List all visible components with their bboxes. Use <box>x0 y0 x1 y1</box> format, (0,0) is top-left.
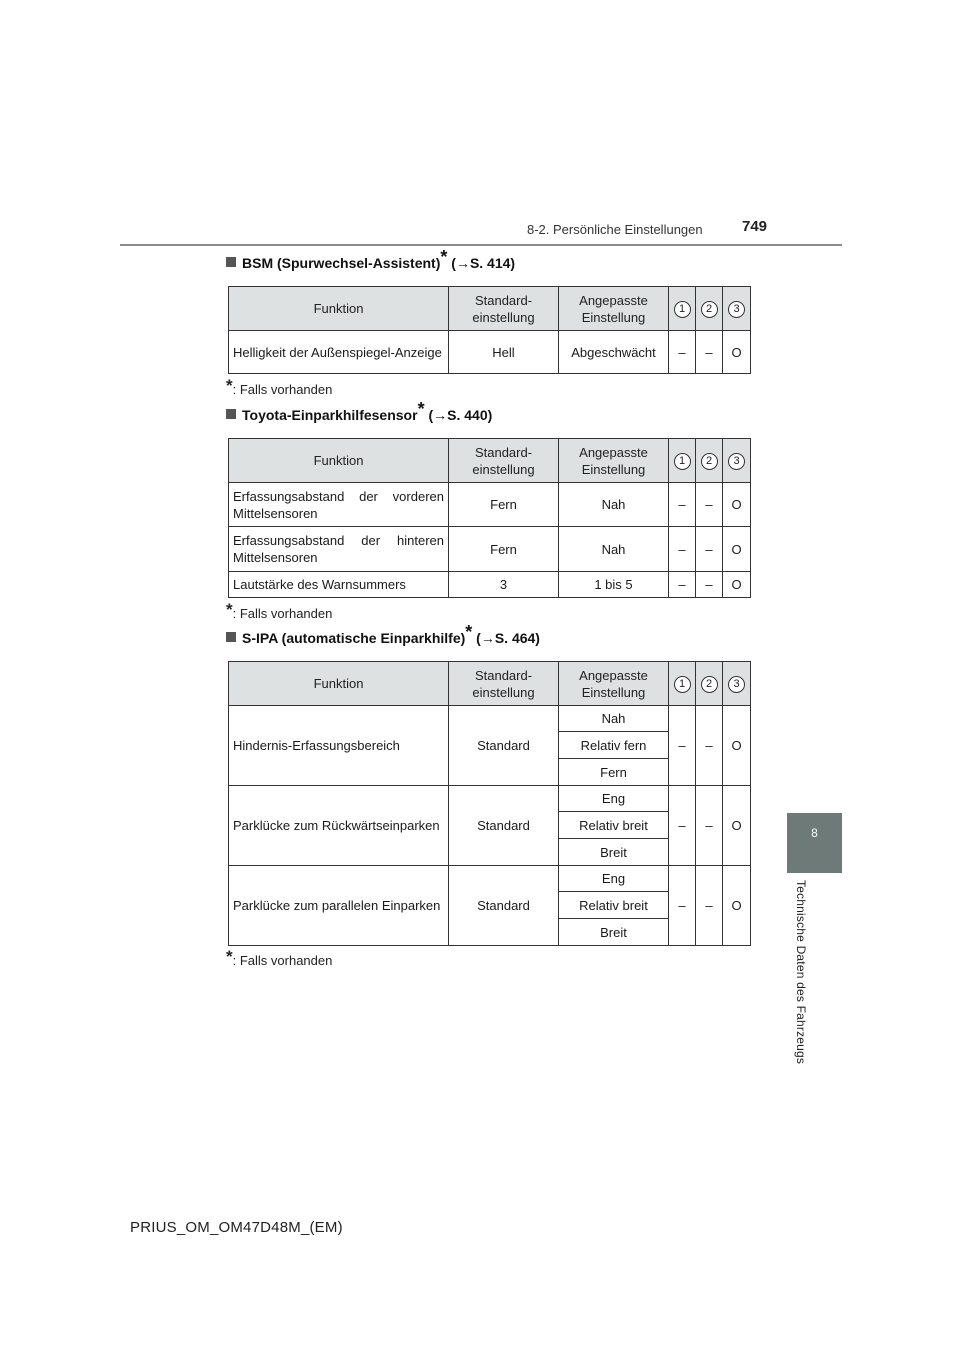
footnote-text: : Falls vorhanden <box>232 606 333 621</box>
header-col-3 <box>723 662 751 706</box>
cell-funktion: Hindernis-Erfassungsbereich <box>229 706 449 786</box>
header-funktion: Funktion <box>229 287 449 331</box>
table-header-row <box>229 287 751 331</box>
cell-c3: O <box>723 331 751 374</box>
table-row <box>229 483 751 527</box>
table-row <box>229 527 751 572</box>
cell-c2: – <box>696 866 723 946</box>
cell-option: Relativ breit <box>559 892 669 919</box>
page-reference-link[interactable]: (→S. 414) <box>447 255 516 271</box>
header-col-1 <box>669 439 696 483</box>
cell-option: Relativ breit <box>559 812 669 839</box>
header-col-1 <box>669 662 696 706</box>
cell-c3: O <box>723 572 751 598</box>
section-title-text: BSM (Spurwechsel-Assistent) <box>242 255 441 271</box>
header-standard: Standard- einstellung <box>449 439 559 483</box>
cell-standard: Hell <box>449 331 559 374</box>
cell-option: Breit <box>559 839 669 866</box>
table-row <box>229 866 751 892</box>
header-angepasst: Angepasste Einstellung <box>559 439 669 483</box>
cell-c2: – <box>696 331 723 374</box>
cell-c1: – <box>669 786 696 866</box>
footnote-asterisk: * <box>226 947 233 966</box>
cell-c1: – <box>669 572 696 598</box>
cell-funktion: Erfassungsabstand der vorderen Mittelsensoren <box>229 483 449 527</box>
table-row <box>229 331 751 374</box>
cell-c2: – <box>696 483 723 527</box>
footnote-text: : Falls vorhanden <box>232 382 333 397</box>
asterisk-mark: * <box>417 399 425 419</box>
header-standard: Standard- einstellung <box>449 287 559 331</box>
chapter-tab-label: Technische Daten des Fahrzeugs <box>794 880 808 1065</box>
cell-c2: – <box>696 572 723 598</box>
cell-c3: O <box>723 483 751 527</box>
circled-3-icon: 3 <box>728 301 745 318</box>
cell-standard: Standard <box>449 786 559 866</box>
circled-3-icon: 3 <box>728 676 745 693</box>
header-col-3 <box>723 439 751 483</box>
einparkhilfesensor-settings-table <box>228 438 751 598</box>
cell-c1: – <box>669 483 696 527</box>
table-row <box>229 786 751 812</box>
asterisk-mark: * <box>440 247 448 267</box>
chapter-tab[interactable] <box>787 813 842 873</box>
section-title-einparkhilfesensor <box>226 399 493 423</box>
header-col-2 <box>696 439 723 483</box>
footnote-asterisk: * <box>226 376 233 395</box>
cell-funktion: Lautstärke des Warnsummers <box>229 572 449 598</box>
cell-c2: – <box>696 706 723 786</box>
cell-option: Fern <box>559 759 669 786</box>
cell-angepasst: 1 bis 5 <box>559 572 669 598</box>
header-col-3 <box>723 287 751 331</box>
footnote-einparkhilfesensor <box>226 600 333 621</box>
header-funktion: Funktion <box>229 439 449 483</box>
section-title-text: S-IPA (automatische Einparkhilfe) <box>242 630 466 646</box>
cell-standard: Fern <box>449 527 559 572</box>
cell-angepasst: Abgeschwächt <box>559 331 669 374</box>
s-ipa-settings-table <box>228 661 751 946</box>
header-angepasst: Angepasste Einstellung <box>559 662 669 706</box>
header-col-2 <box>696 662 723 706</box>
circled-2-icon: 2 <box>701 453 718 470</box>
table-header-row <box>229 439 751 483</box>
page-number: 749 <box>742 218 768 235</box>
cell-option: Nah <box>559 706 669 732</box>
cell-standard: Standard <box>449 866 559 946</box>
section-title-s-ipa <box>226 622 540 646</box>
cell-standard: Standard <box>449 706 559 786</box>
header-standard: Standard- einstellung <box>449 662 559 706</box>
cell-funktion: Parklücke zum parallelen Einparken <box>229 866 449 946</box>
cell-c3: O <box>723 786 751 866</box>
circled-1-icon: 1 <box>674 301 691 318</box>
cell-option: Relativ fern <box>559 732 669 759</box>
cell-funktion: Erfassungsabstand der hinteren Mittelsensoren <box>229 527 449 572</box>
cell-option: Eng <box>559 866 669 892</box>
page-reference-link[interactable]: (→S. 440) <box>424 407 493 423</box>
header-divider <box>120 244 842 246</box>
page-reference-link[interactable]: (→S. 464) <box>472 630 540 646</box>
square-bullet-icon <box>226 632 236 642</box>
circled-1-icon: 1 <box>674 453 691 470</box>
circled-2-icon: 2 <box>701 301 718 318</box>
running-header-section: 8-2. Persönliche Einstellungen <box>527 222 703 237</box>
circled-2-icon: 2 <box>701 676 718 693</box>
footnote-asterisk: * <box>226 600 233 619</box>
document-code: PRIUS_OM_OM47D48M_(EM) <box>130 1219 343 1236</box>
cell-angepasst: Nah <box>559 527 669 572</box>
cell-c2: – <box>696 786 723 866</box>
section-title-text: Toyota-Einparkhilfesensor <box>242 407 418 423</box>
asterisk-mark: * <box>465 622 473 642</box>
footnote-text: : Falls vorhanden <box>232 953 333 968</box>
cell-c3: O <box>723 706 751 786</box>
cell-c3: O <box>723 866 751 946</box>
cell-standard: 3 <box>449 572 559 598</box>
table-header-row <box>229 662 751 706</box>
chapter-tab-number: 8 <box>811 826 818 840</box>
footnote-bsm <box>226 376 333 397</box>
section-title-bsm <box>226 247 516 271</box>
cell-funktion: Helligkeit der Außenspiegel-Anzeige <box>229 331 449 374</box>
cell-c2: – <box>696 527 723 572</box>
square-bullet-icon <box>226 257 236 267</box>
cell-option: Eng <box>559 786 669 812</box>
cell-c3: O <box>723 527 751 572</box>
header-funktion: Funktion <box>229 662 449 706</box>
header-col-1 <box>669 287 696 331</box>
header-col-2 <box>696 287 723 331</box>
cell-c1: – <box>669 866 696 946</box>
cell-standard: Fern <box>449 483 559 527</box>
square-bullet-icon <box>226 409 236 419</box>
cell-angepasst: Nah <box>559 483 669 527</box>
footnote-s-ipa <box>226 947 333 968</box>
cell-c1: – <box>669 527 696 572</box>
cell-c1: – <box>669 331 696 374</box>
cell-option: Breit <box>559 919 669 946</box>
cell-funktion: Parklücke zum Rückwärtseinparken <box>229 786 449 866</box>
table-row <box>229 572 751 598</box>
bsm-settings-table <box>228 286 751 374</box>
cell-c1: – <box>669 706 696 786</box>
table-row <box>229 706 751 732</box>
circled-3-icon: 3 <box>728 453 745 470</box>
circled-1-icon: 1 <box>674 676 691 693</box>
header-angepasst: Angepasste Einstellung <box>559 287 669 331</box>
